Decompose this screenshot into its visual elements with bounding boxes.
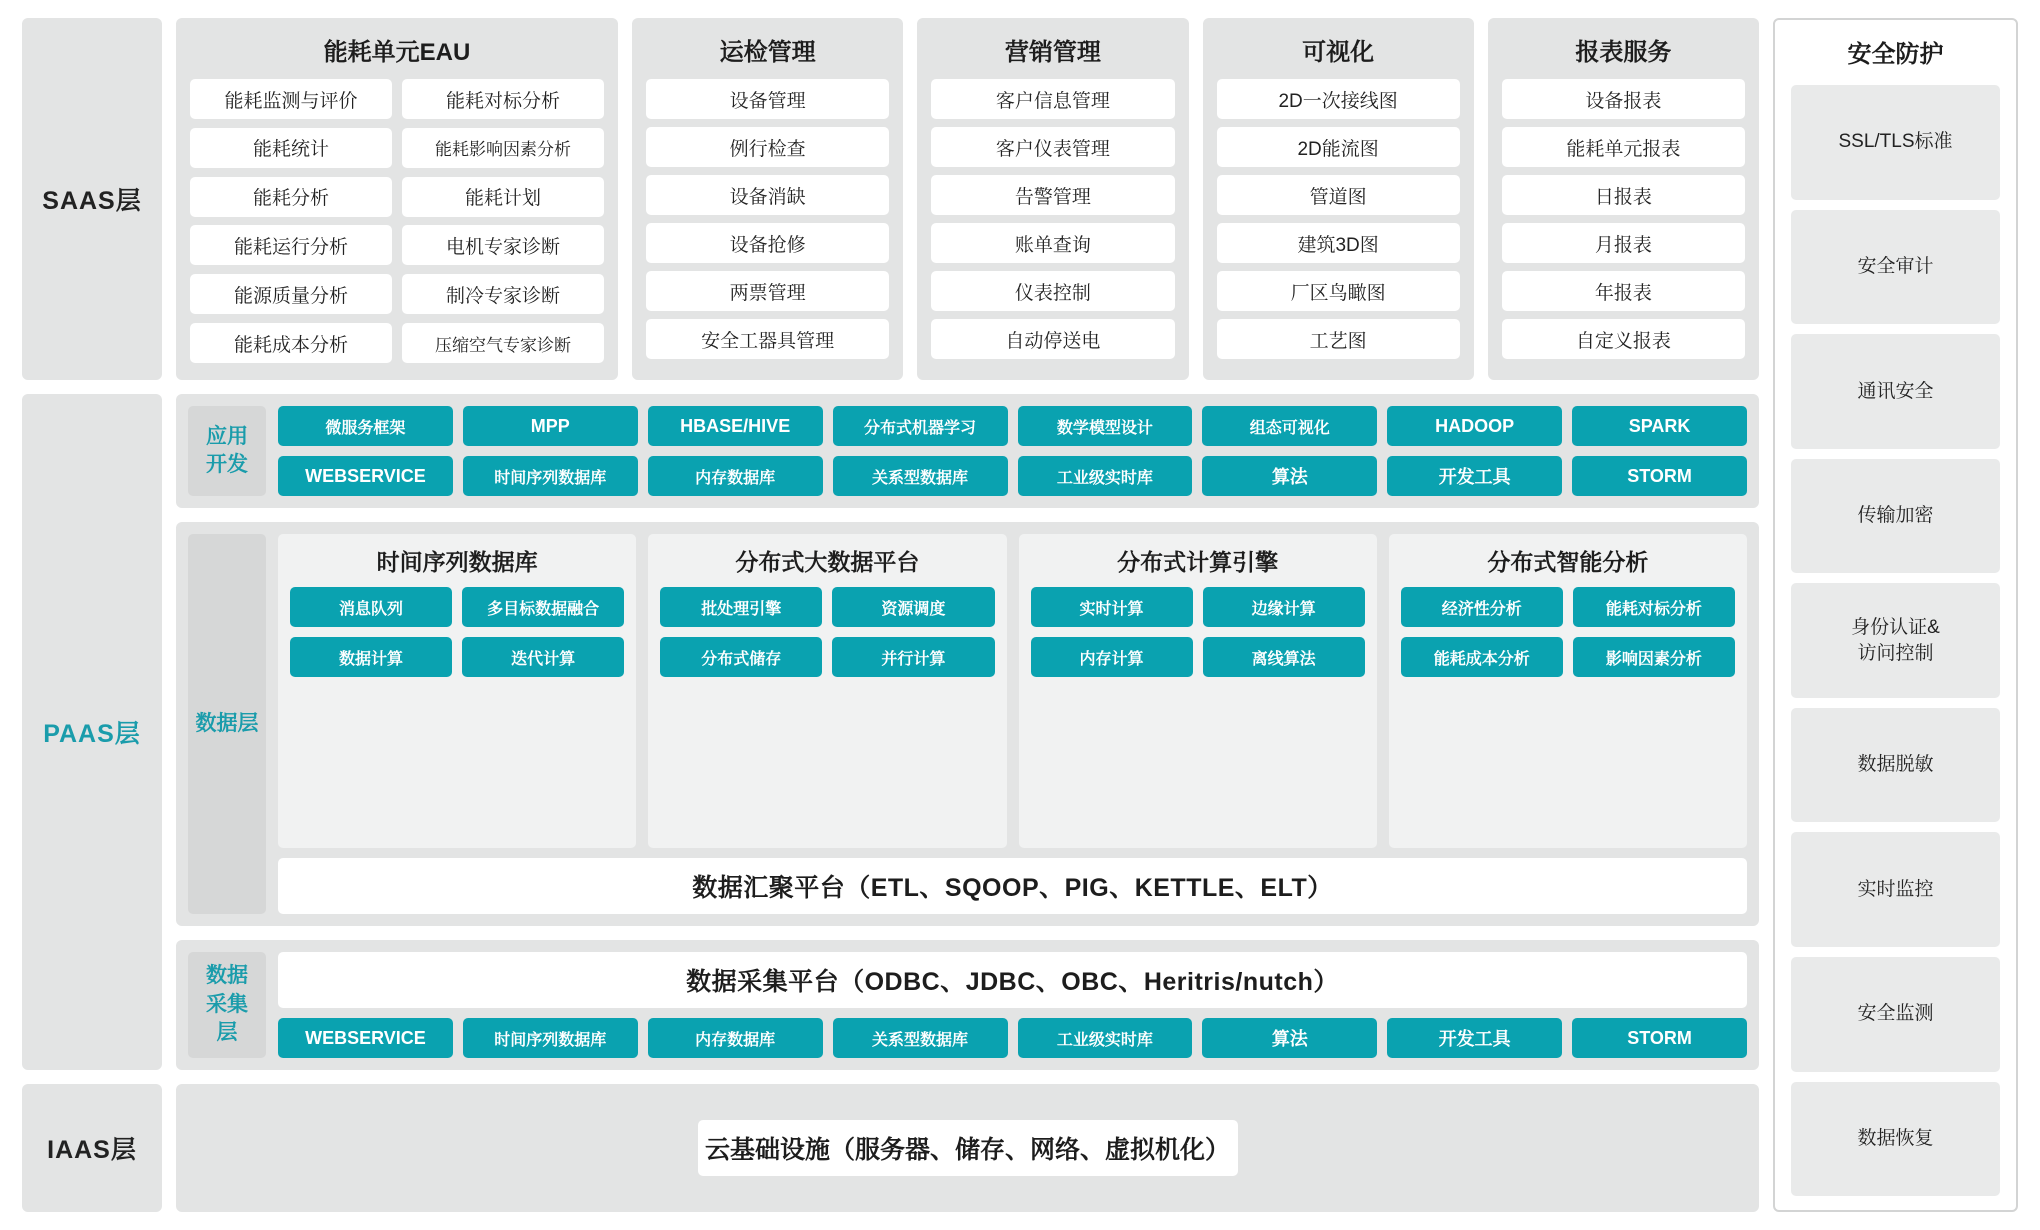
security-panel-title: 安全防护 xyxy=(1847,41,1944,68)
security-item-auth[interactable]: 身份认证& 访问控制 xyxy=(1791,583,2000,698)
saas-group-reports xyxy=(1488,18,1759,380)
tech-pill[interactable]: 经济性分析 xyxy=(1401,587,1563,627)
security-item[interactable]: 安全审计 xyxy=(1791,210,2000,325)
tech-pill[interactable]: HBASE/HIVE xyxy=(648,406,823,446)
saas-card[interactable]: 安全工器具管理 xyxy=(646,319,889,359)
saas-layer-label: SAAS层 xyxy=(22,18,162,380)
security-item[interactable]: 实时监控 xyxy=(1791,832,2000,947)
paas-layer-label: PAAS层 xyxy=(22,394,162,1070)
sub-label-data-collection: 数据 采集 层 xyxy=(188,952,266,1058)
tech-pill[interactable]: 内存计算 xyxy=(1031,637,1193,677)
saas-card[interactable]: 两票管理 xyxy=(646,271,889,311)
sub-label-data-layer: 数据层 xyxy=(188,534,266,914)
saas-card[interactable]: 月报表 xyxy=(1502,223,1745,263)
tech-pill[interactable]: 时间序列数据库 xyxy=(463,456,638,496)
saas-card[interactable]: 设备报表 xyxy=(1502,79,1745,119)
saas-card[interactable]: 日报表 xyxy=(1502,175,1745,215)
paas-layer xyxy=(22,394,1759,1070)
tech-pill[interactable]: 边缘计算 xyxy=(1203,587,1365,627)
saas-group-visualization xyxy=(1203,18,1474,380)
tech-pill[interactable]: 数据计算 xyxy=(290,637,452,677)
group-title: 营销管理 xyxy=(1004,39,1101,66)
saas-card[interactable]: 工艺图 xyxy=(1217,319,1460,359)
tech-pill[interactable]: 算法 xyxy=(1202,1018,1377,1058)
tech-pill[interactable]: 实时计算 xyxy=(1031,587,1193,627)
group-title: 能耗单元EAU xyxy=(323,39,471,66)
saas-card[interactable]: 制冷专家诊断 xyxy=(402,274,604,314)
tech-pill[interactable]: HADOOP xyxy=(1387,406,1562,446)
saas-card[interactable]: 2D一次接线图 xyxy=(1217,79,1460,119)
tech-pill[interactable]: 多目标数据融合 xyxy=(462,587,624,627)
iaas-body xyxy=(176,1084,1759,1212)
data-collection-platform-bar: 数据采集平台（ODBC、JDBC、OBC、Heritris/nutch） xyxy=(278,952,1747,1008)
tech-pill[interactable]: 分布式储存 xyxy=(660,637,822,677)
tech-pill[interactable]: 开发工具 xyxy=(1387,1018,1562,1058)
paas-block-data-collection xyxy=(176,940,1759,1070)
tech-pill[interactable]: 能耗对标分析 xyxy=(1573,587,1735,627)
saas-card[interactable]: 设备消缺 xyxy=(646,175,889,215)
tech-pill[interactable]: 工业级实时库 xyxy=(1018,456,1193,496)
saas-card[interactable]: 账单查询 xyxy=(931,223,1174,263)
tech-pill[interactable]: 内存数据库 xyxy=(648,1018,823,1058)
tech-pill[interactable]: 关系型数据库 xyxy=(833,1018,1008,1058)
saas-group-inspection xyxy=(632,18,903,380)
saas-card[interactable]: 电机专家诊断 xyxy=(402,225,604,265)
saas-card[interactable]: 自动停送电 xyxy=(931,319,1174,359)
saas-card[interactable]: 仪表控制 xyxy=(931,271,1174,311)
data-column-title: 分布式大数据平台 xyxy=(735,549,920,575)
data-column-title: 分布式智能分析 xyxy=(1487,549,1649,575)
layer-stack xyxy=(22,18,1759,1212)
data-column-intelligent-analysis xyxy=(1389,534,1747,848)
saas-card[interactable]: 能耗单元报表 xyxy=(1502,127,1745,167)
iaas-layer xyxy=(22,1084,1759,1212)
iaas-layer-label: IAAS层 xyxy=(22,1084,162,1212)
security-item[interactable]: SSL/TLS标准 xyxy=(1791,85,2000,200)
group-card-list xyxy=(931,79,1174,364)
paas-blocks xyxy=(176,394,1759,1070)
tech-pill[interactable]: STORM xyxy=(1572,1018,1747,1058)
saas-card[interactable]: 告警管理 xyxy=(931,175,1174,215)
data-columns xyxy=(278,534,1747,848)
data-column-bigdata xyxy=(648,534,1006,848)
tech-pill[interactable]: 消息队列 xyxy=(290,587,452,627)
sub-label-app-development: 应用 开发 xyxy=(188,406,266,496)
tech-pill[interactable]: 分布式机器学习 xyxy=(833,406,1008,446)
tech-pill[interactable]: WEBSERVICE xyxy=(278,456,453,496)
saas-group-marketing xyxy=(917,18,1188,380)
security-item[interactable]: 数据脱敏 xyxy=(1791,708,2000,823)
group-card-list xyxy=(1217,79,1460,364)
tech-pill[interactable]: 影响因素分析 xyxy=(1573,637,1735,677)
data-column-pills xyxy=(1401,587,1735,677)
tech-pill[interactable]: 数学模型设计 xyxy=(1018,406,1193,446)
data-column-tsdb xyxy=(278,534,636,848)
data-column-pills xyxy=(290,587,624,677)
tech-pill[interactable]: 关系型数据库 xyxy=(833,456,1008,496)
saas-card[interactable]: 能耗分析 xyxy=(190,177,392,217)
security-column xyxy=(1773,18,2018,1212)
saas-card[interactable]: 厂区鸟瞰图 xyxy=(1217,271,1460,311)
group-card-list xyxy=(190,79,604,364)
tech-pill[interactable]: 批处理引擎 xyxy=(660,587,822,627)
saas-card[interactable]: 年报表 xyxy=(1502,271,1745,311)
cloud-infrastructure-bar: 云基础设施（服务器、储存、网络、虚拟机化） xyxy=(698,1120,1238,1176)
tech-pill[interactable]: 算法 xyxy=(1202,456,1377,496)
data-aggregation-platform-bar: 数据汇聚平台（ETL、SQOOP、PIG、KETTLE、ELT） xyxy=(278,858,1747,914)
data-column-compute-engine xyxy=(1019,534,1377,848)
saas-groups xyxy=(176,18,1759,380)
tech-pill[interactable]: 内存数据库 xyxy=(648,456,823,496)
tech-pill[interactable]: STORM xyxy=(1572,456,1747,496)
tech-pill[interactable]: SPARK xyxy=(1572,406,1747,446)
group-card-list xyxy=(1502,79,1745,364)
tech-pill[interactable]: 工业级实时库 xyxy=(1018,1018,1193,1058)
saas-card[interactable]: 能耗计划 xyxy=(402,177,604,217)
tech-pill[interactable]: 并行计算 xyxy=(832,637,994,677)
saas-card[interactable]: 能耗监测与评价 xyxy=(190,79,392,119)
saas-card[interactable]: 例行检查 xyxy=(646,127,889,167)
tech-pill[interactable]: 资源调度 xyxy=(832,587,994,627)
tech-pill[interactable]: 开发工具 xyxy=(1387,456,1562,496)
paas-block-data-layer xyxy=(176,522,1759,926)
saas-card[interactable]: 压缩空气专家诊断 xyxy=(402,323,604,363)
security-item[interactable]: 数据恢复 xyxy=(1791,1082,2000,1197)
data-column-pills xyxy=(1031,587,1365,677)
saas-card[interactable]: 能耗影响因素分析 xyxy=(402,128,604,168)
security-item[interactable]: 通讯安全 xyxy=(1791,334,2000,449)
saas-card[interactable]: 设备抢修 xyxy=(646,223,889,263)
tech-pill[interactable]: 组态可视化 xyxy=(1202,406,1377,446)
group-title: 报表服务 xyxy=(1575,39,1672,66)
tech-pill[interactable]: 离线算法 xyxy=(1203,637,1365,677)
saas-card[interactable]: 能耗对标分析 xyxy=(402,79,604,119)
pill-row xyxy=(278,406,1747,446)
data-layer-body xyxy=(278,534,1747,914)
tech-pill[interactable]: 时间序列数据库 xyxy=(463,1018,638,1058)
tech-pill[interactable]: MPP xyxy=(463,406,638,446)
pill-row xyxy=(278,1018,1747,1058)
saas-card[interactable]: 能耗运行分析 xyxy=(190,225,392,265)
saas-card[interactable]: 管道图 xyxy=(1217,175,1460,215)
tech-pill[interactable]: 微服务框架 xyxy=(278,406,453,446)
saas-layer xyxy=(22,18,1759,380)
saas-card[interactable]: 能源质量分析 xyxy=(190,274,392,314)
group-card-list xyxy=(646,79,889,364)
group-title: 运检管理 xyxy=(719,39,816,66)
saas-card[interactable]: 2D能流图 xyxy=(1217,127,1460,167)
saas-card[interactable]: 设备管理 xyxy=(646,79,889,119)
pill-row xyxy=(278,456,1747,496)
saas-group-eau xyxy=(176,18,618,380)
security-panel xyxy=(1773,18,2018,1212)
saas-card[interactable]: 客户仪表管理 xyxy=(931,127,1174,167)
data-column-title: 时间序列数据库 xyxy=(376,549,538,575)
group-title: 可视化 xyxy=(1302,39,1375,66)
data-column-title: 分布式计算引擎 xyxy=(1117,549,1279,575)
security-item[interactable]: 传输加密 xyxy=(1791,459,2000,574)
tech-pill[interactable]: 迭代计算 xyxy=(462,637,624,677)
saas-card[interactable]: 客户信息管理 xyxy=(931,79,1174,119)
paas-block-app-development xyxy=(176,394,1759,508)
saas-card[interactable]: 能耗统计 xyxy=(190,128,392,168)
data-column-pills xyxy=(660,587,994,677)
saas-card[interactable]: 自定义报表 xyxy=(1502,319,1745,359)
saas-card[interactable]: 建筑3D图 xyxy=(1217,223,1460,263)
data-collection-body xyxy=(278,952,1747,1058)
tech-pill[interactable]: WEBSERVICE xyxy=(278,1018,453,1058)
security-item[interactable]: 安全监测 xyxy=(1791,957,2000,1072)
app-development-pills xyxy=(278,406,1747,496)
architecture-columns xyxy=(22,18,2018,1212)
tech-pill[interactable]: 能耗成本分析 xyxy=(1401,637,1563,677)
saas-card[interactable]: 能耗成本分析 xyxy=(190,323,392,363)
